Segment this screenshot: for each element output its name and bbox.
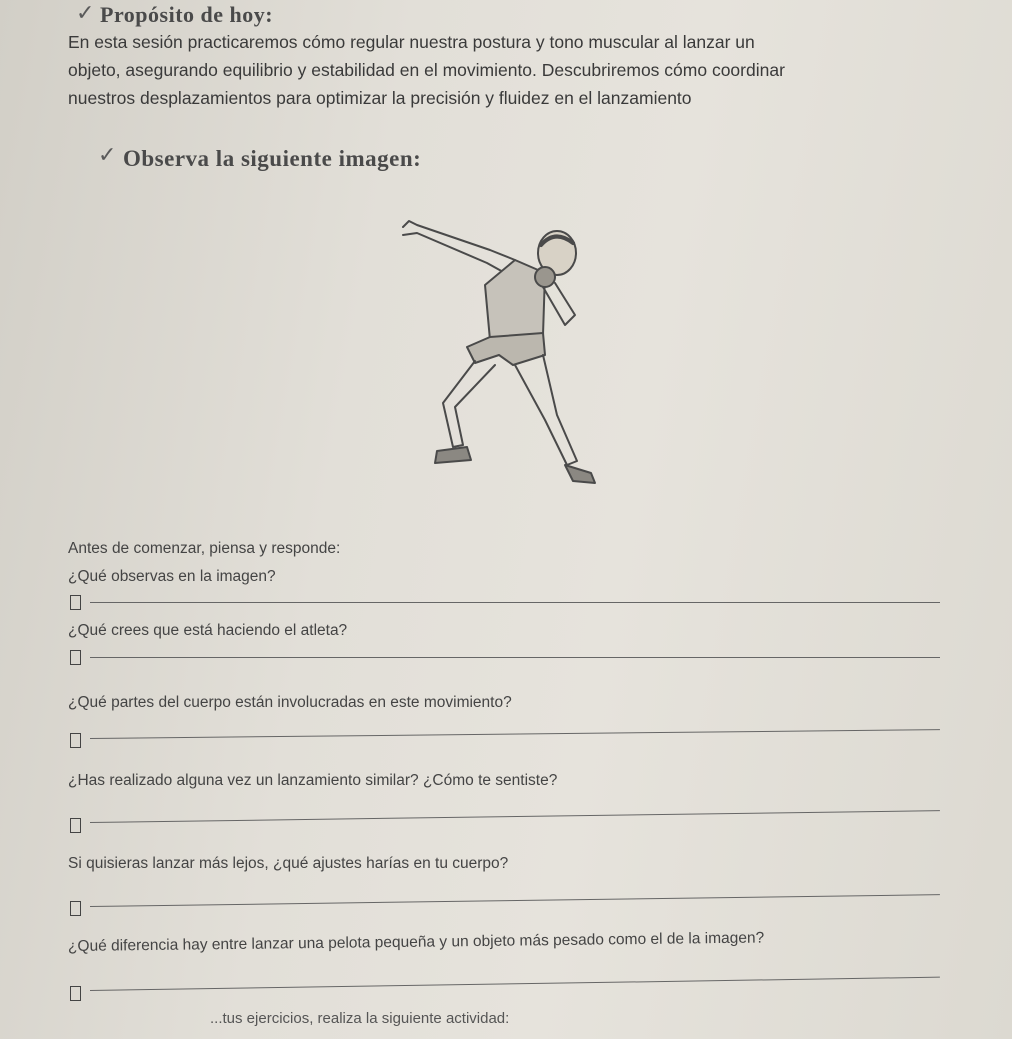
question-5: Si quisieras lanzar más lejos, ¿qué ajustes harías en tu cuerpo? [68,855,509,872]
section-title-proposito: Propósito de hoy: [100,2,274,27]
footer-text-partial: ...tus ejercicios, realiza la siguiente actividad: [210,1010,510,1027]
question-6: ¿Qué diferencia hay entre lanzar una pelota pequeña y un objeto más pesado como el de la imagen? [67,929,765,955]
athlete-shot-put-illustration [395,215,615,490]
answer-checkbox-4[interactable] [70,818,81,833]
answer-checkbox-2[interactable] [70,650,81,665]
section-title-observa: Observa la siguiente imagen: [123,146,422,171]
question-3: ¿Qué partes del cuerpo están involucradas en este movimiento? [68,694,512,711]
answer-checkbox-5[interactable] [70,901,81,916]
question-4: ¿Has realizado alguna vez un lanzamiento similar? ¿Cómo te sentiste? [68,772,558,789]
answer-checkbox-1[interactable] [70,595,81,610]
answer-line-1[interactable] [90,602,940,603]
checkmark-icon: ✓ [98,142,117,167]
answer-checkbox-6[interactable] [70,986,81,1001]
intro-paragraph [68,28,998,112]
intro-line-1: En esta sesión practicaremos cómo regular nuestra postura y tono muscular al lanzar un [68,32,755,52]
question-1: ¿Qué observas en la imagen? [68,568,276,585]
questions-intro: Antes de comenzar, piensa y responde: [68,540,341,557]
question-2: ¿Qué crees que está haciendo el atleta? [68,622,348,639]
checkmark-icon: ✓ [76,0,95,25]
intro-line-3: nuestros desplazamientos para optimizar la precisión y fluidez en el lanzamiento [68,88,692,108]
answer-line-2[interactable] [90,657,940,658]
intro-line-2: objeto, asegurando equilibrio y estabilidad en el movimiento. Descubriremos cómo coordinar [68,60,785,80]
answer-checkbox-3[interactable] [70,733,81,748]
